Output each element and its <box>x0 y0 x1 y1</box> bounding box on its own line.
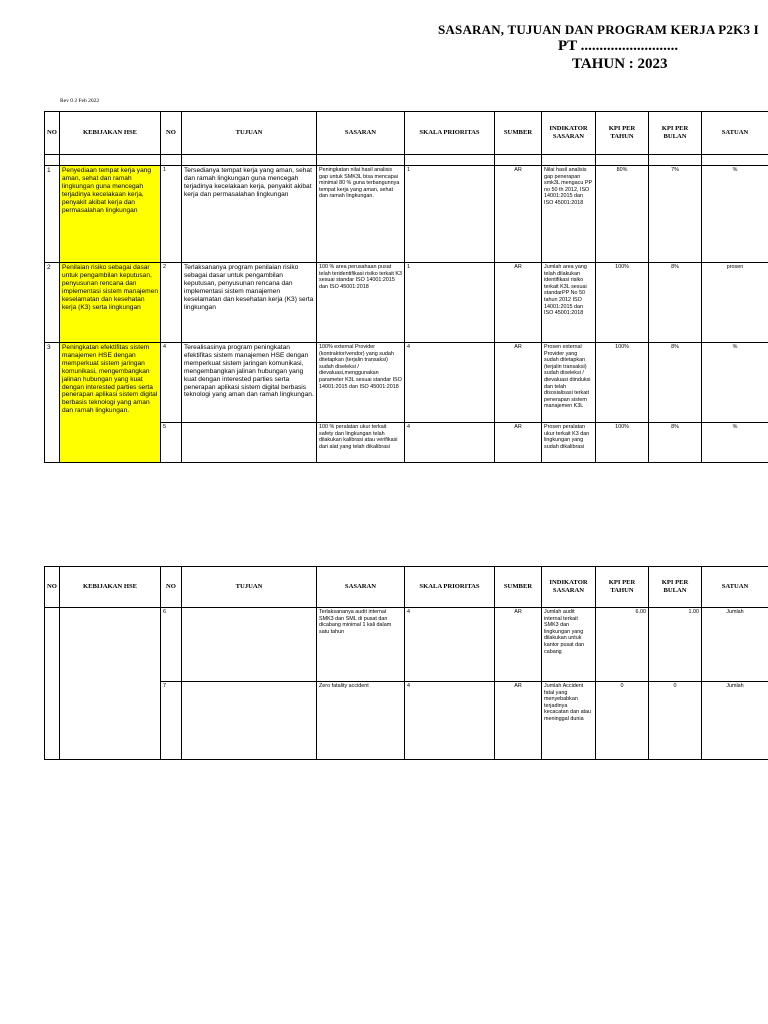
kpi-bulan-cell: 7% <box>649 166 702 263</box>
indikator-cell: Prosen peralatan ukur terkait K3 dan lingkungan yang sudah dikalibrasi <box>542 423 596 463</box>
kebijakan-cell: Penyediaan tempat kerja yang aman, sehat dan ramah lingkungan guna mencegah terjadinya kecelakaan kerja, penyakit akibat kerja dan permasalahan lingkungan <box>60 166 161 263</box>
table-row <box>45 343 768 423</box>
kpi-tahun-cell: 100% <box>596 423 649 463</box>
sasaran-cell: 100% external Provider (kontraktor/vendor) yang sudah ditetapkan (terjalin transaksi) sudah diseleksi / dievaluasi,menggunakan parameter K3L sesuai standar ISO 14001:2015 dan ISO 45001:2018 <box>317 343 405 423</box>
row-no2: 4 <box>161 343 182 423</box>
sasaran-cell: Zero fatality accident <box>317 682 405 760</box>
sumber-cell: AR <box>495 263 542 343</box>
col-skala: SKALA PRIORITAS <box>405 567 495 608</box>
satuan-cell: % <box>702 166 768 263</box>
row-no2: 7 <box>161 682 182 760</box>
kpi-tahun-cell: 6.00 <box>596 608 649 682</box>
sasaran-cell: 100 % area perusahaan pusat telah teridentifikasi risiko terkait K3 sesuai standar ISO 14001:2015 dan ISO 45001:2018 <box>317 263 405 343</box>
skala-cell: 4 <box>405 423 495 463</box>
col-kpi-bulan: KPI PER BULAN <box>649 112 702 155</box>
col-indikator: INDIKATOR SASARAN <box>542 112 596 155</box>
skala-cell: 1 <box>405 263 495 343</box>
col-kpi-tahun: KPI PER TAHUN <box>596 112 649 155</box>
col-skala: SKALA PRIORITAS <box>405 112 495 155</box>
col-indikator: INDIKATOR SASARAN <box>542 567 596 608</box>
kpi-bulan-cell: 1.00 <box>649 608 702 682</box>
objectives-table-2 <box>44 566 768 760</box>
kpi-tahun-cell: 100% <box>596 343 649 423</box>
col-no: NO <box>45 567 60 608</box>
sumber-cell: AR <box>495 166 542 263</box>
tujuan-cell: Tersedianya tempat kerja yang aman, sehat dan ramah lingkungan guna mencegah terjadinya kecelakaan kerja, penyakit akibat kerja dan permasalahan lingkungan <box>182 166 317 263</box>
indikator-cell: Jumlah audit internal terkait SMK3 dan lingkungan yang dilakukan untuk kantor pusat dan cabang <box>542 608 596 682</box>
tujuan-cell <box>182 682 317 760</box>
indikator-cell: Jumlah area yang telah dilakukan identifikasi risiko terkait K3L sesuai standarPP No 50 tahun 2012 ISO 14001:2015 dan ISO 45001:2018 <box>542 263 596 343</box>
row-no: 3 <box>45 343 60 463</box>
sasaran-cell: Peningkatan nilai hasil analisis gap untuk SMK3L bisa mencapai minimal 80 % guna terbangunnya tempat kerja yang aman, sehat dan ramah lingkungan. <box>317 166 405 263</box>
kpi-bulan-cell: 8% <box>649 423 702 463</box>
kpi-bulan-cell: 8% <box>649 343 702 423</box>
company-name: PT .......................... <box>558 38 679 54</box>
document-year: TAHUN : 2023 <box>572 56 668 72</box>
row-no2: 5 <box>161 423 182 463</box>
table-header-row <box>45 567 768 608</box>
kebijakan-cell: Penilaian risiko sebagai dasar untuk pengambilan keputusan, penyusunan rencana dan implementasi sistem manajemen keselamatan dan kesehatan kerja (K3) serta lingkungan <box>60 263 161 343</box>
col-tujuan: TUJUAN <box>182 112 317 155</box>
satuan-cell: Jumlah <box>702 682 768 760</box>
satuan-cell: Jumlah <box>702 608 768 682</box>
col-sasaran: SASARAN <box>317 567 405 608</box>
col-tujuan: TUJUAN <box>182 567 317 608</box>
sasaran-cell: 100 % peralatan ukur terkait safety dan lingkungan telah dilakukan kalibrasi atau verifikasi dari alat yang telah dikalibrasi <box>317 423 405 463</box>
tujuan-cell: Terealisasinya program peningkatan efektifitas sistem manajemen HSE dengan memperkuat sistem jaringan komunikasi, mengembangkan jalinan hubungan yang kuat dengan interested parties serta penerapan aplikasi sistem digital berbasis teknologi yang aman dan ramah lingkungan. <box>182 343 317 423</box>
skala-cell: 1 <box>405 166 495 263</box>
row-no2: 1 <box>161 166 182 263</box>
row-no: 1 <box>45 166 60 263</box>
sumber-cell: AR <box>495 423 542 463</box>
col-kpi-bulan: KPI PER BULAN <box>649 567 702 608</box>
col-no2: NO <box>161 112 182 155</box>
indikator-cell: Prosen external Provider yang sudah ditetapkan (terjalin transaksi) sudah diseleksi / dievaluasi diinduksi dan telah disosialisasi terkait penerapan sistem manajemen K3L <box>542 343 596 423</box>
sumber-cell: AR <box>495 608 542 682</box>
skala-cell: 4 <box>405 343 495 423</box>
objectives-table-1 <box>44 111 768 463</box>
skala-cell: 4 <box>405 608 495 682</box>
tujuan-cell <box>182 608 317 682</box>
sumber-cell: AR <box>495 682 542 760</box>
col-sasaran: SASARAN <box>317 112 405 155</box>
kebijakan-cell <box>60 608 161 760</box>
sasaran-cell: Terlaksananya audit internal SMK3 dan SML di pusat dan dicabang minimal 1 kali dalam satu tahun <box>317 608 405 682</box>
row-no: 2 <box>45 263 60 343</box>
col-no2: NO <box>161 567 182 608</box>
col-kebijakan: KEBIJAKAN HSE <box>60 112 161 155</box>
table-row <box>45 166 768 263</box>
indikator-cell: Nilai hasil analisis gap penerapan smk3L mengacu PP no 50 th 2012, ISO 14001:2015 dan ISO 45001:2018 <box>542 166 596 263</box>
col-sumber: SUMBER <box>495 567 542 608</box>
satuan-cell: % <box>702 343 768 423</box>
table-header-row <box>45 112 768 155</box>
spacer-row <box>45 155 768 166</box>
table-row <box>45 608 768 682</box>
satuan-cell: prosen <box>702 263 768 343</box>
document-title: SASARAN, TUJUAN DAN PROGRAM KERJA P2K3 I <box>438 22 759 37</box>
row-no <box>45 608 60 760</box>
tujuan-cell: Terlaksananya program penilaian risiko sebagai dasar untuk pengambilan keputusan, penyusunan rencana dan implementasi sistem manajemen keselamatan dan kesehatan kerja (K3) serta lingkungan <box>182 263 317 343</box>
kpi-bulan-cell: 0 <box>649 682 702 760</box>
col-no: NO <box>45 112 60 155</box>
row-no2: 2 <box>161 263 182 343</box>
satuan-cell: % <box>702 423 768 463</box>
revision-label: Rev 0 2 Feb 2022 <box>60 98 100 104</box>
kpi-tahun-cell: 100% <box>596 263 649 343</box>
table-row <box>45 263 768 343</box>
col-satuan: SATUAN <box>702 112 768 155</box>
col-satuan: SATUAN <box>702 567 768 608</box>
kpi-tahun-cell: 80% <box>596 166 649 263</box>
col-sumber: SUMBER <box>495 112 542 155</box>
kebijakan-cell: Peningkatan efektifitas sistem manajemen HSE dengan memperkuat sistem jaringan komunikasi, mengembangkan jalinan hubungan yang kuat dengan interested parties serta penerapan aplikasi sistem digital berbasis teknologi yang aman dan ramah lingkungan. <box>60 343 161 463</box>
skala-cell: 4 <box>405 682 495 760</box>
col-kebijakan: KEBIJAKAN HSE <box>60 567 161 608</box>
indikator-cell: Jumlah Accident fatal yang menyebabkan terjadinya kecacatan dan atau meninggal dunia <box>542 682 596 760</box>
tujuan-cell <box>182 423 317 463</box>
kpi-bulan-cell: 8% <box>649 263 702 343</box>
sumber-cell: AR <box>495 343 542 423</box>
col-kpi-tahun: KPI PER TAHUN <box>596 567 649 608</box>
kpi-tahun-cell: 0 <box>596 682 649 760</box>
row-no2: 6 <box>161 608 182 682</box>
